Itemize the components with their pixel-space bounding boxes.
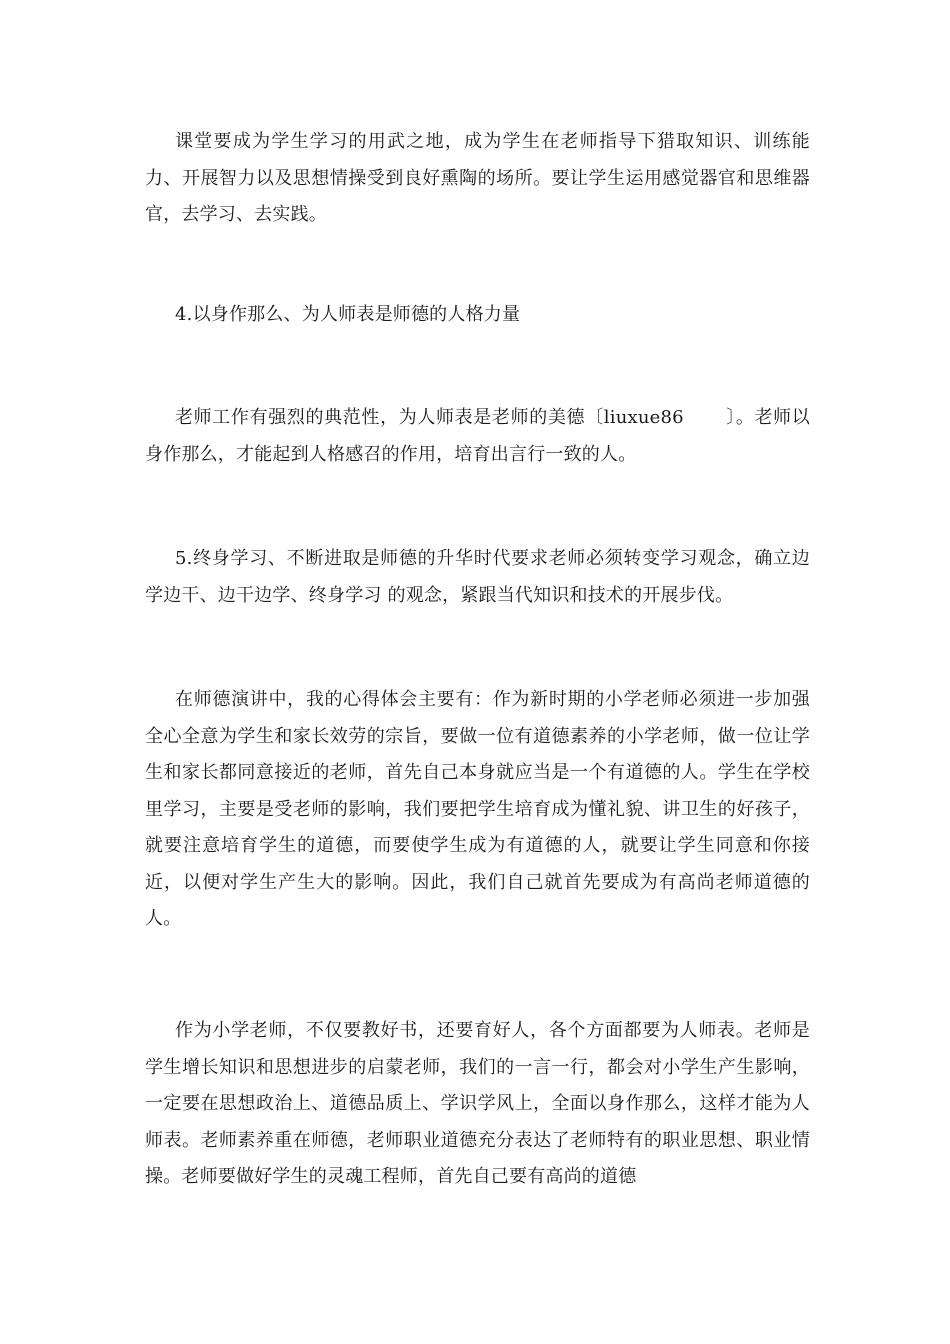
- paragraph-speech-reflection: 在师德演讲中，我的心得体会主要有：作为新时期的小学老师必须进一步加强全心全意为学生和家长效劳的宗旨，要做一位有道德素养的小学老师，做一位让学生和家长都同意接近的老师，首先自己本身就应当是一个有道德的人。学生在学校里学习，主要是受老师的影响，我们要把学生培育成为懂礼貌、讲卫生的好孩子，就要注意培育学生的道德，而要使学生成为有道德的人，就要让学生同意和你接近，以便对学生产生大的影响。因此，我们自己就首先要成为有高尚老师道德的人。: [145, 689, 810, 929]
- paragraph-classroom: 课堂要成为学生学习的用武之地，成为学生在老师指导下猎取知识、训练能力、开展智力以及思想情操受到良好熏陶的场所。要让学生运用感觉器官和思维器官，去学习、去实践。: [145, 131, 810, 225]
- paragraph-teacher-model-part2: 〕。老师以身作那么，才能起到人格感召的作用，培育出言行一致的人。: [145, 407, 811, 465]
- paragraph-teacher-model-part1: 老师工作有强烈的典范性，为人师表是老师的美德〔liuxue86: [175, 407, 684, 428]
- paragraph-teacher-model: [145, 400, 810, 473]
- paragraph-lifelong-learning: 5.终身学习、不断进取是师德的升华时代要求老师必须转变学习观念，确立边学边干、边干边学、终身学习 的观念，紧跟当代知识和技术的开展步伐。: [145, 548, 810, 606]
- section-heading-4: 4.以身作那么、为人师表是师德的人格力量: [175, 304, 521, 325]
- paragraph-primary-teacher: 作为小学老师，不仅要教好书，还要育好人，各个方面都要为人师表。老师是学生增长知识和思想进步的启蒙老师，我们的一言一行，都会对小学生产生影响，一定要在思想政治上、道德品质上、学识学风上，全面以身作那么，这样才能为人师表。老师素养重在师德，老师职业道德充分表达了老师特有的职业思想、职业情操。老师要做好学生的灵魂工程师，首先自己要有高尚的道德: [145, 1020, 810, 1187]
